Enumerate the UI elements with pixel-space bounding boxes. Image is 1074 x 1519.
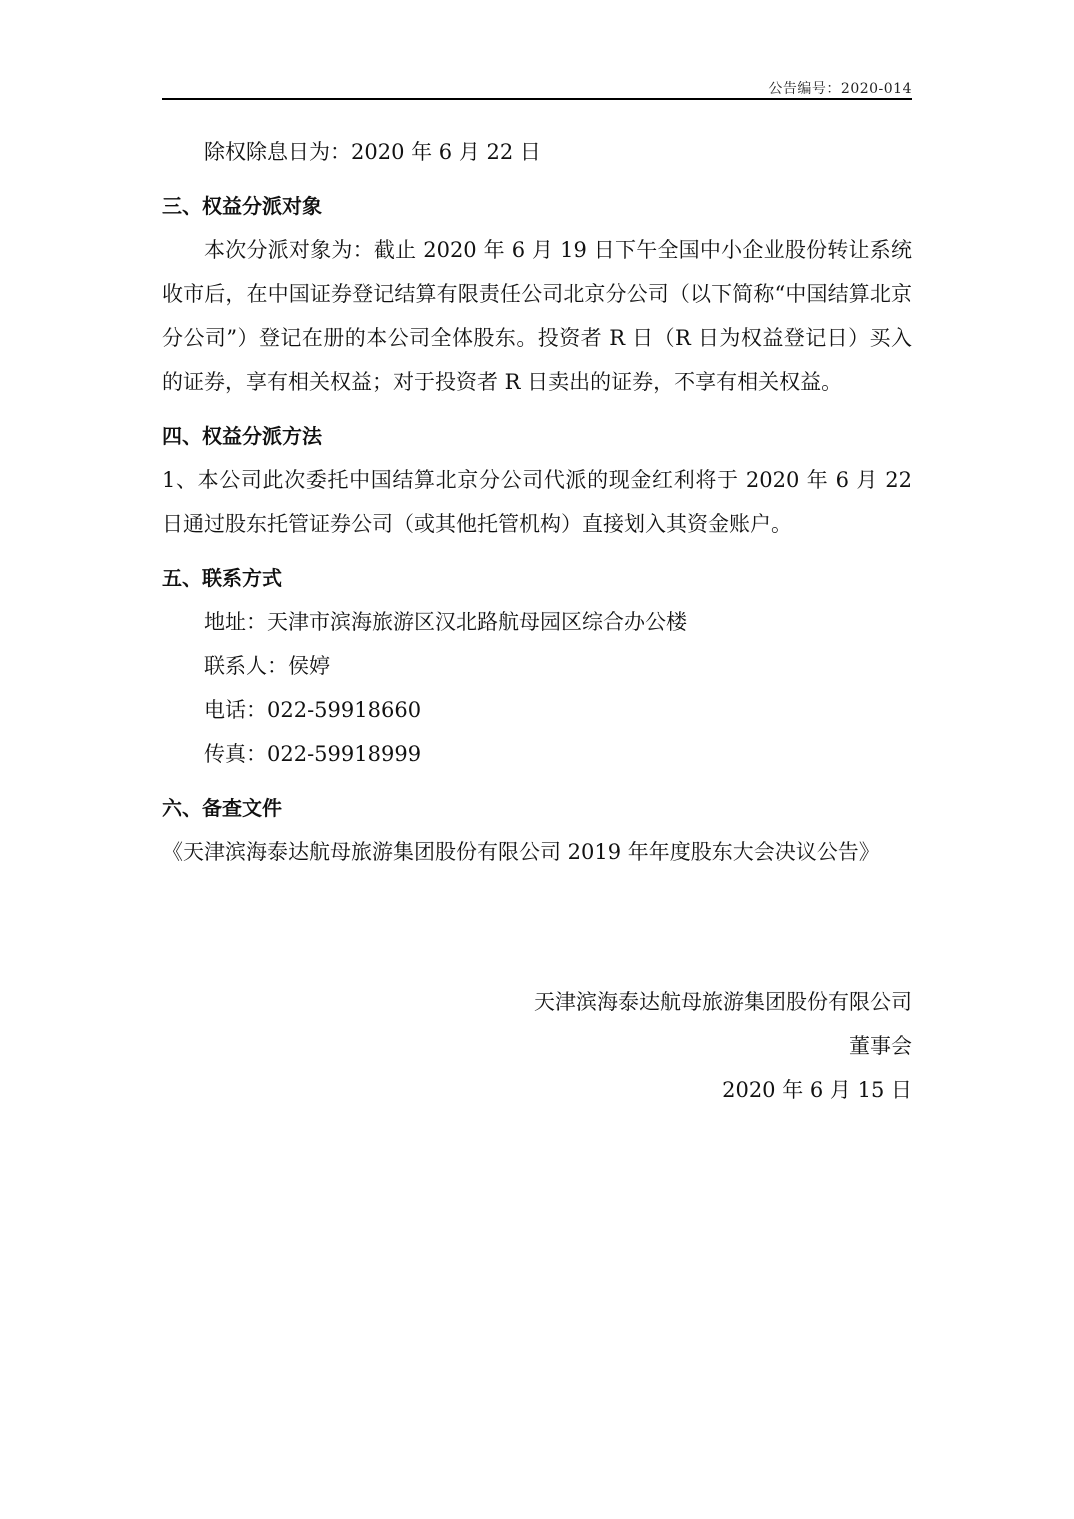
section-4-heading: 四、权益分派方法: [162, 424, 322, 448]
header-divider: [162, 98, 912, 100]
contact-fax: 传真：022-59918999: [204, 742, 422, 766]
section-6-heading: 六、备查文件: [162, 796, 282, 820]
section-3-paragraph: 本次分派对象为：截止 2020 年 6 月 19 日下午全国中小企业股份转让系统收市后，在中国证券登记结算有限责任公司北京分公司（以下简称“中国结算北京分公司”）登记在册的本公司全体股东。投资者 R 日（R 日为权益登记日）买入的证券，享有相关权益；对于投资者 R 日卖出的证券，不享有相关权益。: [162, 238, 912, 394]
section-4-paragraph: 1、本公司此次委托中国结算北京分公司代派的现金红利将于 2020 年 6 月 22 日通过股东托管证券公司（或其他托管机构）直接划入其资金账户。: [162, 468, 912, 536]
contact-phone: 电话：022-59918660: [204, 698, 422, 722]
contact-person: 联系人：侯婷: [204, 654, 330, 678]
signature-date: 2020 年 6 月 15 日: [722, 1078, 912, 1102]
section-3-heading: 三、权益分派对象: [162, 194, 322, 218]
announcement-number: 公告编号：2020-014: [768, 81, 912, 97]
document-body: [162, 130, 912, 874]
company-name: 天津滨海泰达航母旅游集团股份有限公司: [534, 990, 912, 1014]
signature-block: [412, 980, 912, 1112]
reference-document: 《天津滨海泰达航母旅游集团股份有限公司 2019 年年度股东大会决议公告》: [162, 840, 880, 864]
contact-address: 地址：天津市滨海旅游区汉北路航母园区综合办公楼: [204, 610, 687, 634]
ex-dividend-date: 除权除息日为：2020 年 6 月 22 日: [204, 140, 541, 164]
section-5-heading: 五、联系方式: [162, 566, 282, 590]
board-name: 董事会: [849, 1034, 912, 1058]
